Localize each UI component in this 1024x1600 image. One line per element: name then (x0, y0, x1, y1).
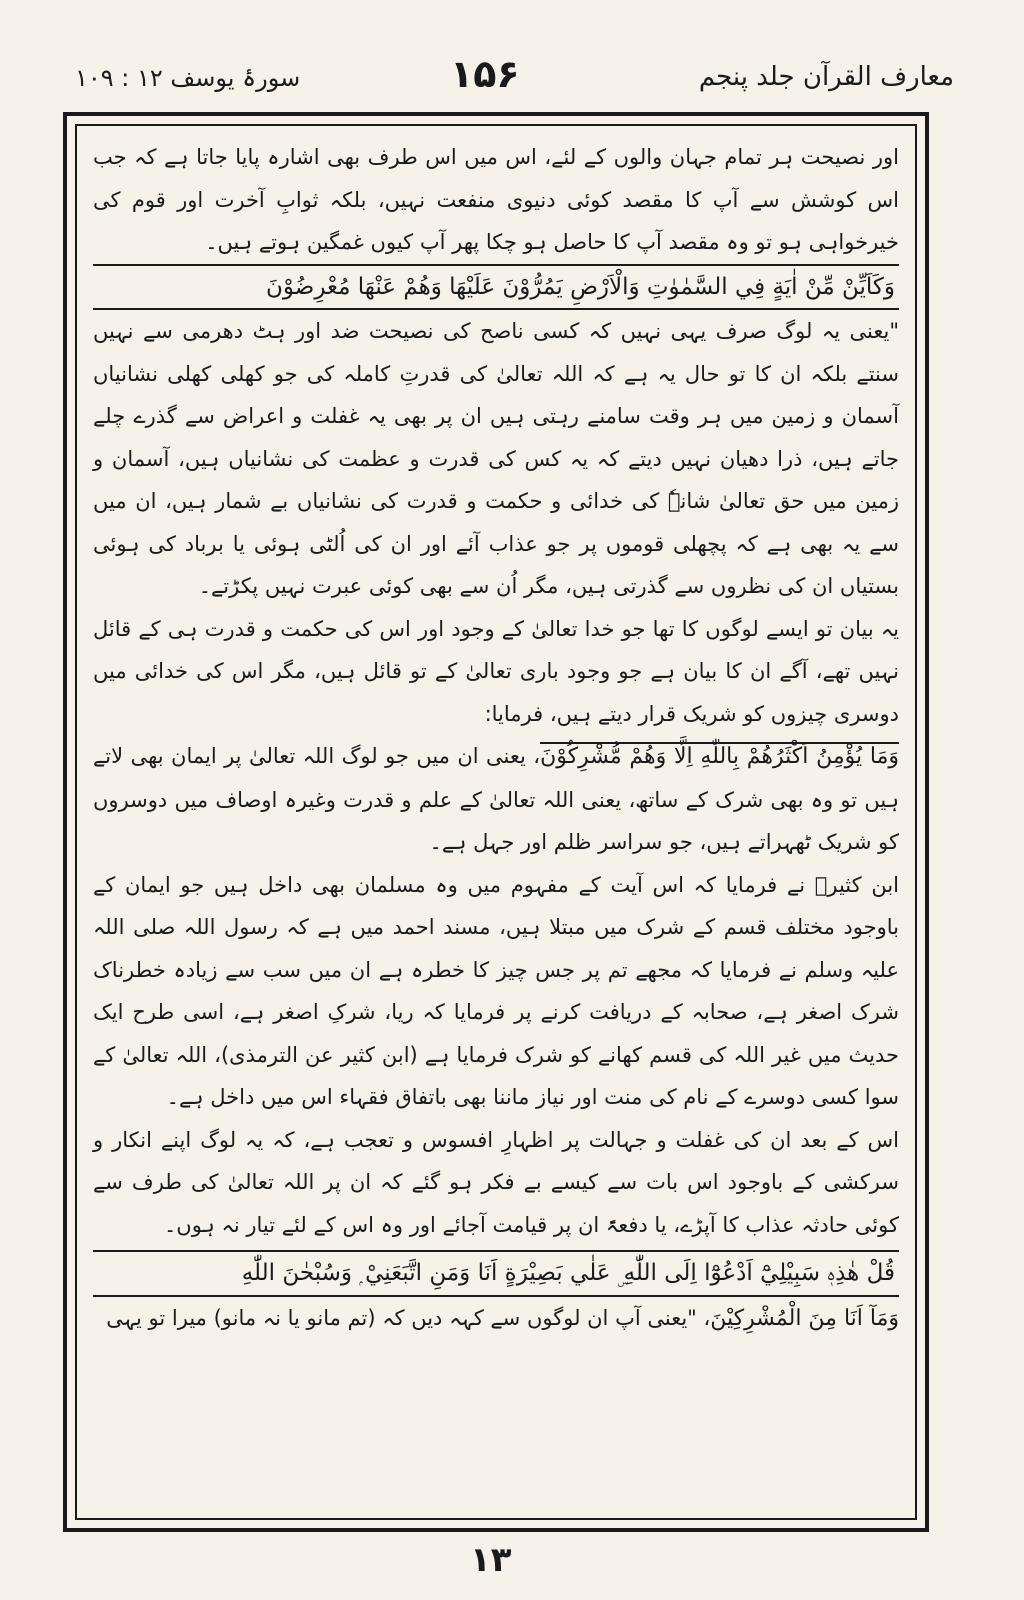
paragraph-4 (93, 735, 899, 864)
quran-verse-3: قُلْ هٰذِهٖ سَبِيْلِيْٓ اَدْعُوْٓا اِلَى اللّٰهِ ۣ عَلٰي بَصِيْرَةٍ اَنَا وَمَنِ اتَّبَعَنِيْ ۭ وَسُبْحٰنَ اللّٰهِ (93, 1252, 899, 1297)
paragraph-4-text: ، یعنی ان میں جو لوگ اللہ تعالیٰ پر ایمان بھی لاتے ہیں تو وہ بھی شرک کے ساتھ، یعنی اللہ تعالیٰ کے علم و قدرت وغیرہ اوصاف میں دوسروں کو شریک ٹھہراتے ہیں، جو سراسر ظلم اور جہل ہے۔ (93, 744, 899, 854)
paragraph-7 (93, 1297, 899, 1341)
signature-mark: ۱۳ (470, 1540, 512, 1580)
paragraph-1: اور نصیحت ہر تمام جہان والوں کے لئے، اس میں اس طرف بھی اشارہ پایا جاتا ہے کہ جب اس کوشش سے آپ کا مقصد کوئی دنیوی منفعت نہیں، بلکہ ثوابِ آخرت اور قوم کی خیرخواہی ہو تو وہ مقصد آپ کا حاصل ہو چکا پھر آپ کیوں غمگین ہوتے ہیں۔ (93, 145, 899, 254)
quran-verse-2: وَمَا يُؤْمِنُ اَكْثَرُهُمْ بِاللّٰهِ اِلَّا وَهُمْ مُّشْرِكُوْنَ (540, 744, 900, 769)
paragraph-6: اس کے بعد ان کی غفلت و جہالت پر اظہارِ افسوس و تعجب ہے، کہ یہ لوگ اپنے انکار و سرکشی کے باوجود اس بات سے کیسے بے فکر ہو گئے کہ ان پر اللہ تعالیٰ کی طرف سے کوئی حادثہ عذاب کا آپڑے، یا دفعۃً ان پر قیامت آجائے اور وہ اس کے لئے تیار نہ ہوں۔ (93, 1127, 899, 1237)
page-frame (63, 112, 929, 1532)
page-header (0, 0, 1024, 110)
paragraph-7-text: ، "یعنی آپ ان لوگوں سے کہہ دیں کہ (تم مانو یا نہ مانو) میرا تو یہی (106, 1305, 711, 1330)
paragraph-3: یہ بیان تو ایسے لوگوں کا تھا جو خدا تعالیٰ کے وجود اور اس کی حکمت و قدرت ہی کے قائل نہیں تھے، آگے ان کا بیان ہے جو وجود باری تعالیٰ کے تو قائل ہیں، مگر اس کی خدائی میں دوسری چیزوں کو شریک قرار دیتے ہیں، فرمایا: (93, 616, 899, 726)
quran-verse-1: وَكَاَيِّنْ مِّنْ اٰيَةٍ فِي السَّمٰوٰتِ وَالْاَرْضِ يَمُرُّوْنَ عَلَيْهَا وَهُمْ عَنْهَا مُعْرِضُوْنَ (93, 264, 899, 311)
page-frame-inner (75, 124, 917, 1520)
quran-verse-3b: وَمَآ اَنَا مِنَ الْمُشْرِكِيْنَ (710, 1305, 899, 1331)
body-text (77, 126, 915, 1350)
paragraph-5: ابن کثیرؒ نے فرمایا کہ اس آیت کے مفہوم میں وہ مسلمان بھی داخل ہیں جو ایمان کے باوجود مختلف قسم کے شرک میں مبتلا ہیں، مسند احمد میں ہے کہ رسول اللہ صلی اللہ علیہ وسلم نے فرمایا کہ مجھے تم پر جس چیز کا خطرہ ہے ان میں سب سے زیادہ خطرناک شرک اصغر ہے، صحابہ کے دریافت کرنے پر فرمایا کہ ریا، شرکِ اصغر ہے، اسی طرح ایک حدیث میں غیر اللہ کی قسم کھانے کو شرک فرمایا ہے (ابن کثیر عن الترمذی)، اللہ تعالیٰ کے سوا کسی دوسرے کے نام کی منت اور نیاز ماننا بھی باتفاق فقہاء اس میں داخل ہے۔ (93, 872, 899, 1109)
page-number: ۱۵۶ (450, 52, 520, 96)
quran-verse-3-box (93, 1250, 899, 1340)
book-title: معارف القرآن جلد پنجم (698, 62, 954, 92)
paragraph-2: "یعنی یہ لوگ صرف یہی نہیں کہ کسی ناصح کی نصیحت ضد اور ہٹ دھرمی سے نہیں سنتے بلکہ ان کا تو حال یہ ہے کہ اللہ تعالیٰ کی قدرتِ کاملہ کی جو کھلی کھلی نشانیاں آسمان و زمین میں ہر وقت سامنے رہتی ہیں ان پر بھی یہ غفلت و اعراض سے گذرے چلے جاتے ہیں، ذرا دھیان نہیں دیتے کہ یہ کس کی قدرت و عظمت کی نشانیاں ہیں، آسمان و زمین میں حق تعالیٰ شانہٗ کی خدائی و حکمت و قدرت کی نشانیاں بے شمار ہیں، ان میں سے یہ بھی ہے کہ پچھلی قوموں پر جو عذاب آئے اور ان کی اُلٹی ہوئی یا برباد کی ہوئی بستیاں ان کی نظروں سے گذرتی ہیں، مگر اُن سے بھی کوئی عبرت نہیں پکڑتے۔ (93, 319, 899, 598)
surah-reference: سورۂ یوسف ۱۲ : ۱۰۹ (75, 64, 301, 92)
